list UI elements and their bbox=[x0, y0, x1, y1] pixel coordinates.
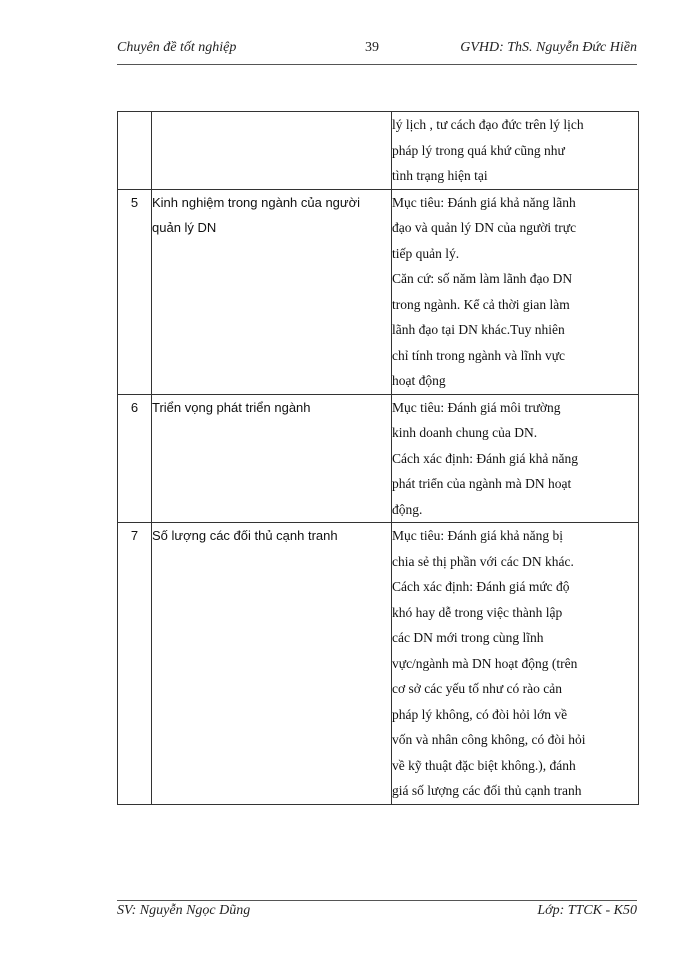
header-supervisor: GVHD: ThS. Nguyễn Đức Hiền bbox=[460, 40, 637, 55]
criterion-name: Số lượng các đối thủ cạnh tranh bbox=[152, 523, 392, 805]
criterion-name: Triển vọng phát triển ngành bbox=[152, 394, 392, 523]
criterion-description bbox=[392, 523, 639, 805]
table-row bbox=[118, 394, 639, 523]
header-page-number: 39 bbox=[365, 40, 379, 55]
description-line: Mục tiêu: Đánh giá môi trường bbox=[392, 399, 561, 415]
description-line: lãnh đạo tại DN khác.Tuy nhiên bbox=[392, 322, 565, 337]
table-row bbox=[118, 189, 639, 394]
criterion-description bbox=[392, 189, 639, 394]
row-number: 6 bbox=[118, 394, 152, 523]
description-line: chia sẻ thị phần với các DN khác. bbox=[392, 553, 574, 569]
criteria-table-body bbox=[118, 112, 639, 805]
description-line: Căn cứ: số năm làm lãnh đạo DN bbox=[392, 271, 573, 286]
row-number: 5 bbox=[118, 189, 152, 394]
description-line: hoạt động bbox=[392, 373, 446, 388]
description-line: pháp lý không, có đòi hỏi lớn về bbox=[392, 706, 568, 722]
criterion-name: Kinh nghiệm trong ngành của người quản lý DN bbox=[152, 189, 392, 394]
description-line: về kỹ thuật đặc biệt không.), đánh bbox=[392, 757, 576, 773]
description-line: lý lịch , tư cách đạo đức trên lý lịch bbox=[392, 117, 584, 132]
description-line: các DN mới trong cùng lĩnh bbox=[392, 630, 544, 645]
description-line: kinh doanh chung của DN. bbox=[392, 425, 538, 440]
description-line: vực/ngành mà DN hoạt động (trên bbox=[392, 655, 578, 671]
description-line: tiếp quản lý. bbox=[392, 245, 460, 261]
footer-student: SV: Nguyễn Ngọc Dũng bbox=[117, 903, 251, 918]
header-document-title: Chuyên đề tốt nghiệp bbox=[117, 40, 237, 55]
description-line: Cách xác định: Đánh giá mức độ bbox=[392, 579, 570, 594]
description-line: pháp lý trong quá khứ cũng như bbox=[392, 142, 565, 158]
row-number: 7 bbox=[118, 523, 152, 805]
criteria-table bbox=[117, 111, 639, 805]
footer-class: Lớp: TTCK - K50 bbox=[537, 903, 637, 918]
description-line: Cách xác định: Đánh giá khả năng bbox=[392, 450, 578, 466]
description-line: vốn và nhân công không, có đòi hỏi bbox=[392, 732, 586, 747]
table-row bbox=[118, 523, 639, 805]
criterion-description bbox=[392, 394, 639, 523]
row-number bbox=[118, 112, 152, 190]
description-line: đạo và quản lý DN của người trực bbox=[392, 220, 577, 235]
criterion-name bbox=[152, 112, 392, 190]
page-header bbox=[117, 40, 637, 65]
criterion-description bbox=[392, 112, 639, 190]
description-line: động. bbox=[392, 501, 423, 517]
description-line: Mục tiêu: Đánh giá khả năng bị bbox=[392, 528, 563, 543]
table-row bbox=[118, 112, 639, 190]
description-line: khó hay dễ trong việc thành lập bbox=[392, 604, 563, 620]
description-line: tình trạng hiện tại bbox=[392, 168, 488, 183]
page-footer bbox=[117, 900, 637, 923]
description-line: chỉ tính trong ngành và lĩnh vực bbox=[392, 347, 566, 363]
description-line: trong ngành. Kể cả thời gian làm bbox=[392, 296, 570, 312]
description-line: Mục tiêu: Đánh giá khả năng lãnh bbox=[392, 194, 576, 210]
description-line: phát triển của ngành mà DN hoạt bbox=[392, 476, 572, 491]
description-line: cơ sở các yếu tố như có rào cản bbox=[392, 681, 563, 696]
description-line: giá số lượng các đối thủ cạnh tranh bbox=[392, 783, 582, 798]
